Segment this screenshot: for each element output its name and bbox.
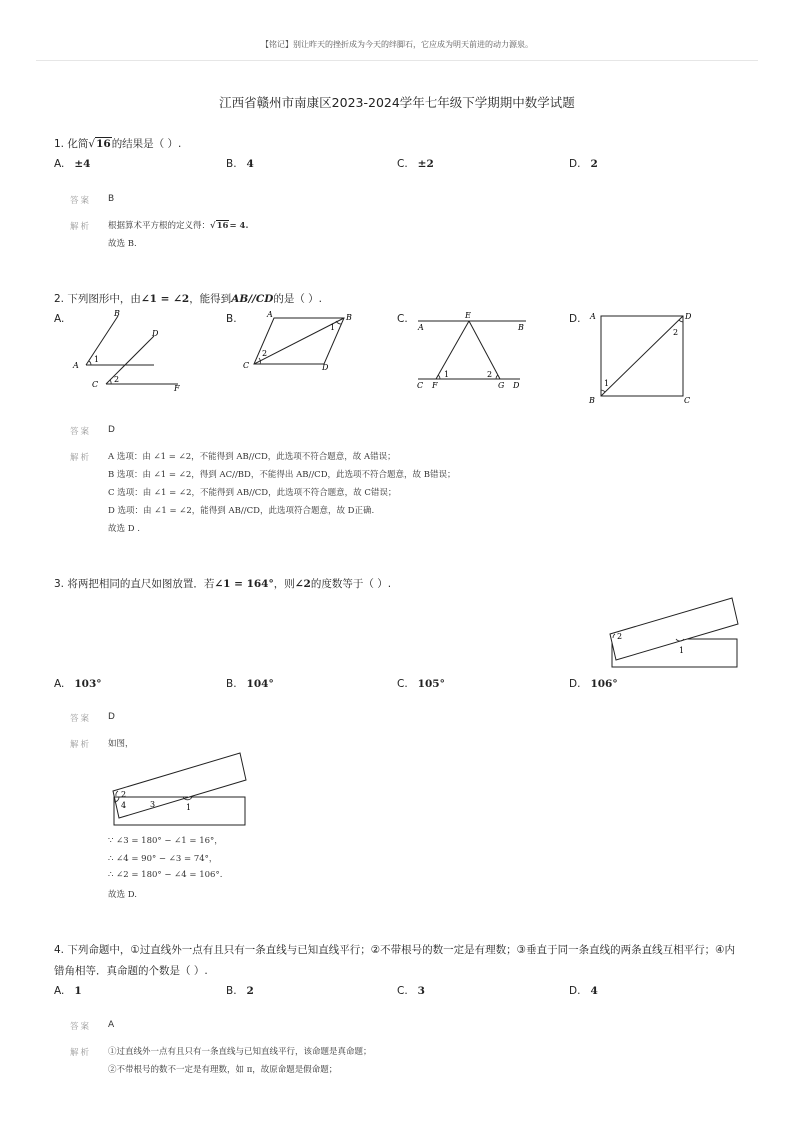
- q3-answer-label: 答案: [70, 714, 92, 724]
- angle-1: 1: [679, 646, 685, 655]
- q4-answer-label: 答案: [70, 1022, 92, 1032]
- q1-analysis-label: 解析: [70, 222, 92, 232]
- angle-1: 1: [186, 803, 192, 812]
- page-title: 江西省赣州市南康区2023-2024学年七年级下学期期中数学试题: [219, 95, 575, 110]
- angle-3: 3: [150, 800, 156, 809]
- q3-solution-line: ∴ ∠2 = 180° − ∠4 = 106°.: [108, 870, 223, 880]
- q3-rulers-figure: [605, 594, 745, 670]
- angle-1: 1: [330, 323, 336, 332]
- q1-solution-line: 根据算术平方根的定义得：√16= 4.: [108, 221, 249, 231]
- q1-option-d[interactable]: D. 2: [569, 158, 598, 170]
- label-c: C: [92, 380, 99, 389]
- angle-2: 2: [617, 632, 623, 641]
- angle-1: 1: [444, 370, 450, 379]
- q1-option-b[interactable]: B. 4: [226, 158, 254, 170]
- angle-2: 2: [262, 349, 268, 358]
- q2-analysis-label: 解析: [70, 453, 92, 463]
- q1-answer: B: [108, 194, 115, 204]
- q1-solution-conclusion: 故选 B.: [108, 239, 137, 249]
- q2-solution-line: C 选项：由 ∠1 = ∠2，不能得到 AB//CD，此选项不符合题意，故 C错误；: [108, 488, 397, 498]
- q4-option-d[interactable]: D. 4: [569, 985, 598, 997]
- q3-analysis-label: 解析: [70, 740, 92, 750]
- q1-answer-label: 答案: [70, 196, 92, 206]
- q4-option-a[interactable]: A. 1: [54, 985, 82, 997]
- question-2-stem: 2. 下列图形中，由∠1 = ∠2，能得到AB//CD的是（ ）.: [54, 293, 323, 305]
- label-b: B: [346, 313, 352, 322]
- angle-4: 4: [121, 801, 127, 810]
- q2-solution-line: D 选项：由 ∠1 = ∠2，能得到 AB//CD，此选项符合题意，故 D正确.: [108, 506, 375, 516]
- q4-solution-line: ②不带根号的数不一定是有理数，如 π，故原命题是假命题；: [108, 1065, 338, 1075]
- q2-figure-b: [238, 308, 358, 378]
- q2-figure-c: [412, 308, 532, 394]
- q2-figure-a: [70, 308, 190, 394]
- q3-solution-conclusion: 故选 D.: [108, 890, 137, 900]
- q2-option-a[interactable]: A.: [54, 313, 65, 325]
- label-f: F: [432, 381, 438, 390]
- label-d: D: [322, 363, 329, 372]
- q1-option-c[interactable]: C. ±2: [397, 158, 434, 170]
- question-3-stem: 3. 将两把相同的直尺如图放置．若∠1 = 164°，则∠2的度数等于（ ）.: [54, 578, 392, 590]
- header-divider: [36, 60, 758, 61]
- label-g: G: [498, 381, 505, 390]
- q2-solution-line: A 选项：由 ∠1 = ∠2，不能得到 AB//CD，此选项不符合题意，故 A错误；: [108, 452, 396, 462]
- q3-option-c[interactable]: C. 105°: [397, 678, 445, 690]
- label-c: C: [684, 396, 691, 405]
- q3-solution-figure: [108, 750, 250, 830]
- q4-analysis-label: 解析: [70, 1048, 92, 1058]
- label-f: F: [174, 384, 180, 393]
- q3-option-a[interactable]: A. 103°: [54, 678, 102, 690]
- q4-option-c[interactable]: C. 3: [397, 985, 425, 997]
- q3-option-d[interactable]: D. 106°: [569, 678, 618, 690]
- label-e: E: [465, 311, 471, 320]
- q3-solution-line: ∵ ∠3 = 180° − ∠1 = 16°，: [108, 836, 223, 846]
- q2-option-c[interactable]: C.: [397, 313, 408, 325]
- label-d: D: [152, 329, 159, 338]
- angle-1: 1: [94, 355, 100, 364]
- label-a: A: [267, 310, 273, 319]
- q4-option-b[interactable]: B. 2: [226, 985, 254, 997]
- label-a: A: [73, 361, 79, 370]
- angle-2: 2: [673, 328, 679, 337]
- label-a: A: [418, 323, 424, 332]
- q1-option-a[interactable]: A. ±4: [54, 158, 91, 170]
- q2-solution-line: B 选项：由 ∠1 = ∠2，得到 AC//BD，不能得出 AB//CD，此选项不符合题意，故 B错误；: [108, 470, 456, 480]
- q3-solution-intro: 如图，: [108, 739, 134, 749]
- q2-option-d[interactable]: D.: [569, 313, 581, 325]
- label-c: C: [417, 381, 424, 390]
- q3-solution-line: ∴ ∠4 = 90° − ∠3 = 74°，: [108, 854, 218, 864]
- q2-figure-d: [584, 306, 694, 406]
- label-d: D: [513, 381, 520, 390]
- angle-2: 2: [487, 370, 493, 379]
- q4-solution-line: ①过直线外一点有且只有一条直线与已知直线平行，该命题是真命题；: [108, 1047, 372, 1057]
- q2-answer-label: 答案: [70, 427, 92, 437]
- label-a: A: [590, 312, 596, 321]
- header-motto: 【铭记】别让昨天的挫折成为今天的绊脚石，它应成为明天前进的动力源泉。: [261, 40, 533, 49]
- q2-solution-conclusion: 故选 D .: [108, 524, 140, 534]
- label-b: B: [114, 309, 120, 318]
- angle-2: 2: [121, 790, 127, 799]
- angle-1: 1: [604, 379, 610, 388]
- label-d: D: [685, 312, 692, 321]
- question-1-stem: 1. 化简√16的结果是（ ）.: [54, 138, 182, 150]
- angle-2: 2: [114, 375, 120, 384]
- question-4-stem-line1: 4. 下列命题中，①过直线外一点有且只有一条直线与已知直线平行；②不带根号的数一定是有理数；③垂直于同一条直线的两条直线互相平行；④内: [54, 944, 736, 956]
- q3-option-b[interactable]: B. 104°: [226, 678, 274, 690]
- label-b: B: [589, 396, 595, 405]
- q3-answer: D: [108, 712, 115, 722]
- question-4-stem-line2: 错角相等．真命题的个数是（ ）.: [54, 965, 208, 977]
- label-b: B: [518, 323, 524, 332]
- label-c: C: [243, 361, 250, 370]
- q2-answer: D: [108, 425, 115, 435]
- q2-option-b[interactable]: B.: [226, 313, 237, 325]
- sqrt-symbol: √: [88, 138, 96, 150]
- q4-answer: A: [108, 1020, 115, 1030]
